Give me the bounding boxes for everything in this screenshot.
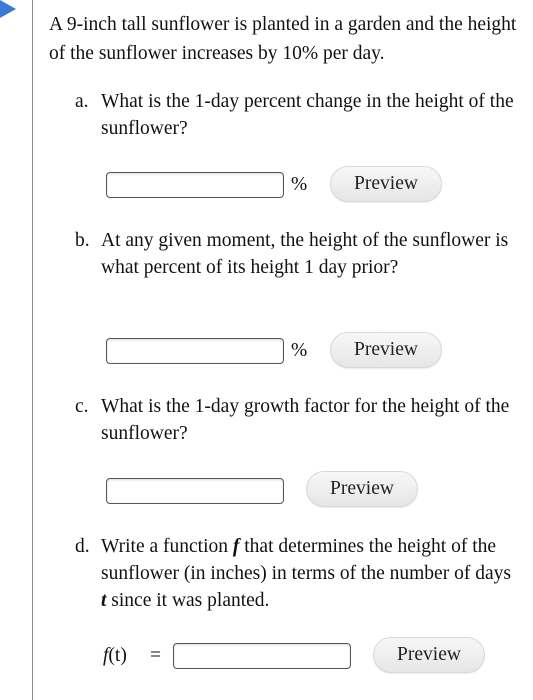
play-triangle-icon[interactable] [0, 0, 16, 18]
part-d-preview-button[interactable]: Preview [373, 637, 485, 673]
part-d-letter: d. [75, 536, 90, 557]
part-a-question: What is the 1-day percent change in the height of the sunflower? [101, 91, 514, 139]
part-b-percent-unit: % [291, 340, 308, 361]
part-c-preview-button[interactable]: Preview [306, 471, 418, 507]
part-a [75, 88, 515, 142]
part-b [75, 227, 515, 281]
function-label: f(t) [103, 645, 127, 666]
part-a-preview-button[interactable]: Preview [330, 166, 442, 202]
part-d-question: Write a function f that determines the height of the sunflower (in inches) in terms of the number of days t since it was planted. [101, 536, 511, 611]
part-c-letter: c. [75, 396, 89, 417]
part-d-answer-input[interactable] [173, 643, 351, 669]
question-panel [32, 0, 533, 700]
part-b-question: At any given moment, the height of the sunflower is what percent of its height 1 day prior? [101, 230, 509, 278]
part-b-letter: b. [75, 230, 90, 251]
part-d [75, 533, 515, 614]
part-c-answer-input[interactable] [106, 478, 284, 504]
part-c [75, 393, 515, 447]
part-a-percent-unit: % [291, 174, 308, 195]
part-a-answer-input[interactable] [106, 172, 284, 198]
problem-statement: A 9-inch tall sunflower is planted in a garden and the height of the sunflower increases by 10% per day. [49, 14, 517, 64]
part-a-letter: a. [75, 91, 89, 112]
part-b-answer-input[interactable] [106, 338, 284, 364]
part-b-preview-button[interactable]: Preview [330, 332, 442, 368]
part-c-question: What is the 1-day growth factor for the height of the sunflower? [101, 396, 510, 444]
equals-sign: = [150, 645, 161, 666]
